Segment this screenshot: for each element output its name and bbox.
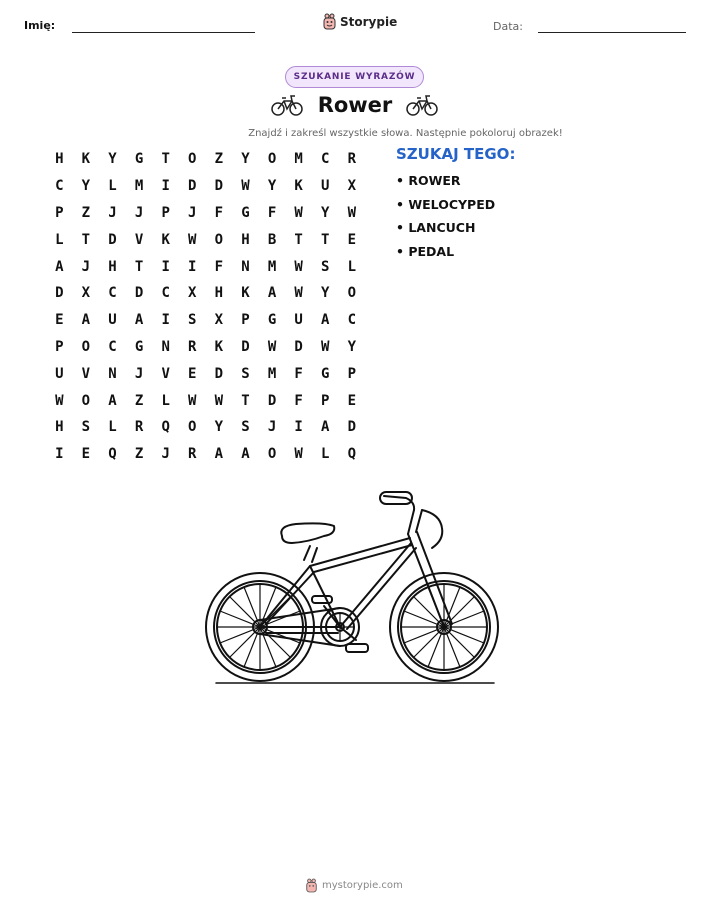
grid-cell: T [161,151,170,168]
grid-cell: G [134,151,144,168]
grid-cell: A [81,312,91,329]
grid-cell: D [188,178,197,195]
grid-cell: Z [214,151,224,168]
grid-cell: G [267,312,277,329]
grid-cell: V [81,365,91,382]
grid-cell: D [214,365,224,382]
grid-cell: W [188,392,197,409]
grid-cell: M [267,365,277,382]
grid-cell: P [321,392,330,409]
grid-cell: X [81,285,91,302]
name-line [72,32,255,33]
grid-cell: Y [321,204,330,221]
grid-cell: O [81,338,91,355]
grid-cell: M [134,178,144,195]
grid-cell: L [347,258,357,275]
grid-cell: F [294,365,303,382]
grid-cell: B [267,231,277,248]
grid-cell: G [134,338,144,355]
grid-cell: D [214,178,224,195]
grid-cell: H [108,258,117,275]
grid-cell: S [321,258,330,275]
grid-cell: Y [81,178,91,195]
grid-cell: M [267,258,277,275]
grid-cell: S [81,419,91,436]
grid-cell: U [321,178,330,195]
grid-cell: J [267,419,277,436]
grid-cell: W [347,204,357,221]
grid-cell: A [55,258,64,275]
grid-cell: W [241,178,250,195]
grid-cell: E [81,446,91,463]
grid-cell: U [55,365,64,382]
brand-name: Storypie [340,14,398,29]
grid-cell: A [134,312,144,329]
grid-cell: Z [134,446,144,463]
grid-cell: E [188,365,197,382]
grid-cell: K [294,178,303,195]
bicycle-illustration [200,488,500,688]
grid-cell: D [108,231,117,248]
grid-cell: M [294,151,303,168]
grid-cell: Y [241,151,250,168]
grid-cell: H [55,419,64,436]
grid-cell: D [294,338,303,355]
grid-cell: F [214,258,224,275]
worksheet-type-badge: SZUKANIE WYRAZÓW [285,66,424,88]
word-list-item: • PEDAL [396,243,455,259]
grid-cell: K [241,285,250,302]
bicycle-icon [271,93,303,117]
grid-cell: Y [321,285,330,302]
grid-cell: W [294,258,303,275]
grid-cell: S [188,312,197,329]
grid-cell: C [161,285,170,302]
grid-cell: W [321,338,330,355]
word-list [396,171,495,265]
grid-cell: E [347,231,357,248]
grid-cell: W [294,204,303,221]
grid-cell: T [134,258,144,275]
grid-cell: A [108,392,117,409]
grid-cell: D [241,338,250,355]
grid-cell: Y [347,338,357,355]
grid-cell: F [214,204,224,221]
storypie-mascot-icon [305,878,318,893]
grid-cell: J [108,204,117,221]
grid-cell: Z [134,392,144,409]
grid-cell: D [134,285,144,302]
grid-cell: Y [267,178,277,195]
grid-cell: Z [81,204,91,221]
grid-cell: H [214,285,224,302]
grid-cell: Y [214,419,224,436]
grid-cell: W [188,231,197,248]
grid-cell: N [108,365,117,382]
grid-cell: L [321,446,330,463]
grid-cell: U [108,312,117,329]
grid-cell: W [267,338,277,355]
grid-cell: N [241,258,250,275]
footer [305,878,403,893]
grid-cell: N [161,338,170,355]
grid-cell: I [161,178,170,195]
grid-cell: W [214,392,224,409]
grid-cell: O [267,446,277,463]
grid-cell: H [241,231,250,248]
footer-url: mystorypie.com [322,880,403,891]
grid-cell: C [347,312,357,329]
instructions: Znajdź i zakreśl wszystkie słowa. Następnie pokoloruj obrazek! [248,128,563,139]
grid-cell: J [161,446,170,463]
grid-cell: C [55,178,64,195]
grid-cell: I [55,446,64,463]
word-list-item: • ROWER [396,173,461,188]
grid-cell: R [134,419,144,436]
grid-cell: C [108,285,117,302]
grid-cell: D [55,285,64,302]
grid-cell: A [321,312,330,329]
grid-cell: J [134,204,144,221]
grid-cell: O [188,419,197,436]
grid-cell: A [267,285,277,302]
grid-cell: G [241,204,250,221]
grid-cell: L [108,419,117,436]
grid-cell: J [134,365,144,382]
grid-cell: F [267,204,277,221]
page-title: Rower [317,93,393,117]
grid-cell: Q [161,419,170,436]
grid-cell: T [241,392,250,409]
grid-cell: W [55,392,64,409]
grid-cell: E [55,312,64,329]
grid-cell: L [108,178,117,195]
grid-cell: H [55,151,64,168]
grid-cell: W [294,285,303,302]
grid-cell: X [214,312,224,329]
word-list-title: SZUKAJ TEGO: [396,145,516,163]
grid-cell: D [267,392,277,409]
date-line [538,32,686,33]
grid-cell: R [188,338,197,355]
grid-cell: A [214,446,224,463]
date-label: Data: [493,20,523,33]
grid-cell: C [321,151,330,168]
name-label: Imię: [24,19,56,32]
grid-cell: G [321,365,330,382]
grid-cell: T [81,231,91,248]
grid-cell: K [81,151,91,168]
word-search-grid [46,146,365,468]
grid-cell: L [161,392,170,409]
grid-cell: P [241,312,250,329]
grid-cell: V [134,231,144,248]
grid-cell: I [188,258,197,275]
storypie-mascot-icon [322,13,337,30]
grid-cell: W [294,446,303,463]
grid-cell: O [188,151,197,168]
grid-cell: P [55,338,64,355]
grid-cell: Y [108,151,117,168]
grid-cell: U [294,312,303,329]
grid-cell: O [267,151,277,168]
grid-cell: L [55,231,64,248]
grid-cell: R [188,446,197,463]
grid-cell: I [161,258,170,275]
grid-cell: S [241,365,250,382]
word-list-item: • WELOCYPED [396,196,496,212]
grid-cell: E [347,392,357,409]
grid-cell: T [294,231,303,248]
grid-cell: X [188,285,197,302]
grid-cell: F [294,392,303,409]
grid-cell: D [347,419,357,436]
bicycle-icon [406,93,438,117]
grid-cell: T [321,231,330,248]
grid-cell: J [188,204,197,221]
grid-cell: K [161,231,170,248]
grid-cell: J [81,258,91,275]
grid-cell: S [241,419,250,436]
grid-cell: P [161,204,170,221]
grid-cell: R [347,151,357,168]
grid-cell: A [241,446,250,463]
grid-cell: O [347,285,357,302]
grid-cell: A [321,419,330,436]
grid-cell: Q [347,446,357,463]
brand-logo [322,13,397,30]
grid-cell: I [294,419,303,436]
grid-cell: Q [108,446,117,463]
grid-cell: V [161,365,170,382]
grid-cell: O [214,231,224,248]
grid-cell: X [347,178,357,195]
word-list-item: • LANCUCH [396,220,476,235]
grid-cell: C [108,338,117,355]
grid-cell: O [81,392,91,409]
grid-cell: P [55,204,64,221]
grid-cell: P [347,365,357,382]
grid-cell: I [161,312,170,329]
grid-cell: K [214,338,224,355]
